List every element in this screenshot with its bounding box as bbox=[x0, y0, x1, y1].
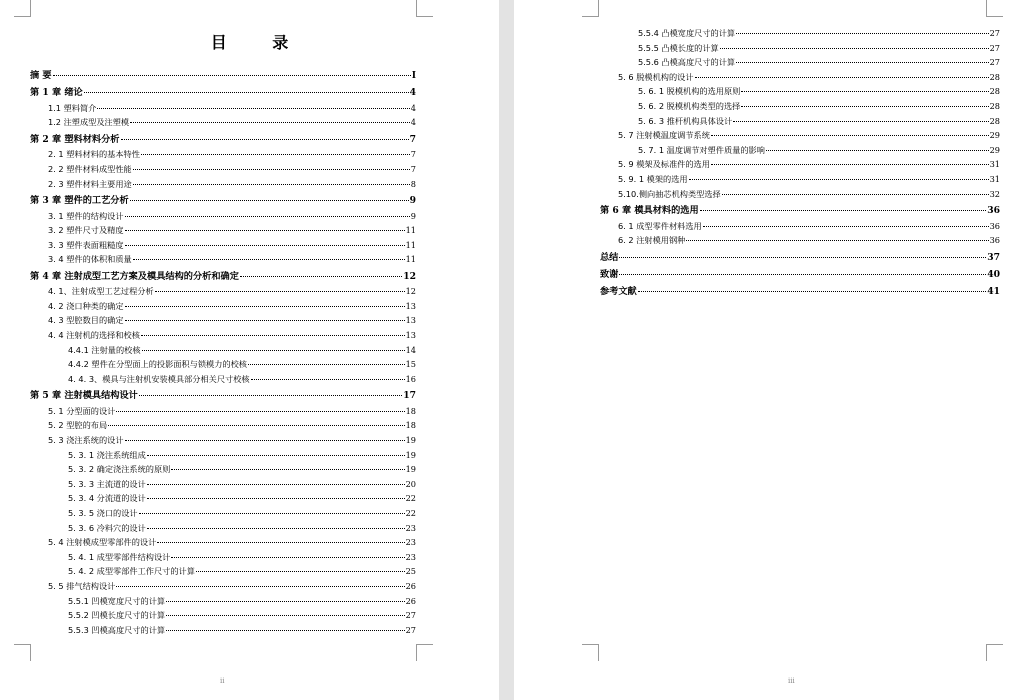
toc-entry[interactable] bbox=[30, 521, 416, 536]
toc-entry-page: 28 bbox=[989, 100, 1000, 111]
toc-entry-page: 7 bbox=[409, 133, 416, 145]
toc-entry[interactable] bbox=[30, 328, 416, 343]
toc-entry-page: 27 bbox=[405, 610, 416, 621]
toc-list-left bbox=[30, 68, 416, 637]
toc-leader-dots bbox=[125, 216, 410, 217]
toc-entry-page: 22 bbox=[405, 508, 416, 518]
toc-entry-text: 2. 1 塑料材料的基本特性 bbox=[48, 149, 140, 160]
toc-entry-text: 致谢 bbox=[600, 269, 619, 281]
toc-leader-dots bbox=[147, 498, 405, 499]
toc-entry-text: 5. 7 注射模温度调节系统 bbox=[618, 130, 710, 141]
toc-leader-dots bbox=[741, 91, 988, 92]
toc-leader-dots bbox=[619, 274, 986, 275]
toc-entry-page: 18 bbox=[405, 420, 416, 431]
page-gutter bbox=[499, 0, 514, 700]
toc-entry-page: 32 bbox=[989, 188, 1000, 199]
toc-entry-page: 20 bbox=[405, 478, 416, 489]
toc-leader-dots bbox=[125, 306, 405, 307]
toc-entry-text: 4. 4 注射机的选择和校核 bbox=[48, 330, 140, 341]
page-number-right: iii bbox=[788, 677, 795, 685]
toc-entry-text: 第 3 章 塑件的工艺分析 bbox=[30, 195, 129, 207]
toc-entry[interactable] bbox=[30, 132, 416, 147]
toc-entry-page: 12 bbox=[403, 270, 416, 282]
toc-entry-page: 13 bbox=[405, 315, 416, 326]
toc-entry-text: 5. 4. 2 成型零部件工作尺寸的计算 bbox=[68, 566, 195, 577]
toc-entry-page: 7 bbox=[410, 163, 416, 174]
toc-entry-text: 5. 4 注射模成型零部件的设计 bbox=[48, 537, 157, 548]
toc-entry-text: 2. 3 塑件材料主要用途 bbox=[48, 178, 132, 189]
toc-entry-page: 18 bbox=[405, 405, 416, 416]
toc-leader-dots bbox=[147, 484, 405, 485]
toc-entry-text: 第 6 章 模具材料的选用 bbox=[600, 205, 699, 217]
toc-leader-dots bbox=[166, 601, 404, 602]
margin-mark-top-left bbox=[582, 0, 599, 17]
document-page-right bbox=[514, 0, 1021, 700]
margin-mark-bottom-left bbox=[582, 644, 599, 661]
toc-entry[interactable] bbox=[30, 564, 416, 579]
toc-entry[interactable] bbox=[30, 372, 416, 387]
toc-entry-page: 28 bbox=[989, 86, 1000, 97]
toc-entry-text: 总结 bbox=[600, 251, 619, 263]
toc-leader-dots bbox=[147, 528, 405, 529]
toc-entry-page: 11 bbox=[405, 239, 416, 250]
toc-entry-page: 27 bbox=[989, 28, 1000, 38]
page-number-left: ii bbox=[220, 677, 225, 685]
toc-entry-page: 11 bbox=[405, 225, 416, 236]
toc-entry-page: 25 bbox=[405, 566, 416, 577]
toc-entry[interactable] bbox=[600, 187, 1000, 202]
toc-entry[interactable] bbox=[30, 491, 416, 506]
toc-entry[interactable] bbox=[30, 177, 416, 192]
toc-leader-dots bbox=[722, 194, 989, 195]
toc-entry[interactable] bbox=[30, 535, 416, 550]
toc-entry-text: 5. 5 排气结构设计 bbox=[48, 580, 116, 591]
toc-entry[interactable] bbox=[30, 162, 416, 177]
toc-entry-text: 5.5.2 凹模长度尺寸的计算 bbox=[68, 610, 166, 621]
toc-entry[interactable] bbox=[600, 128, 1000, 143]
toc-entry-text: 5. 3. 1 浇注系统组成 bbox=[68, 449, 146, 460]
toc-entry[interactable] bbox=[30, 115, 416, 130]
toc-entry-text: 5. 3. 5 浇口的设计 bbox=[68, 508, 138, 518]
toc-entry-page: 29 bbox=[989, 144, 1000, 155]
toc-entry-text: 4. 4. 3、模具与注射机安装模具部分相关尺寸校核 bbox=[68, 373, 250, 384]
toc-entry-text: 5.5.3 凹模高度尺寸的计算 bbox=[68, 624, 166, 635]
toc-entry-page: 40 bbox=[987, 269, 1000, 281]
toc-leader-dots bbox=[166, 615, 404, 616]
toc-leader-dots bbox=[171, 469, 404, 470]
margin-mark-top-right bbox=[986, 0, 1003, 17]
toc-leader-dots bbox=[125, 230, 405, 231]
toc-entry[interactable] bbox=[30, 594, 416, 609]
toc-entry-text: 5. 9 模架及标准件的选用 bbox=[618, 159, 710, 170]
toc-entry[interactable] bbox=[30, 269, 416, 284]
toc-entry[interactable] bbox=[600, 157, 1000, 172]
toc-entry-text: 4.4.2 塑件在分型面上的投影面积与锁模力的校核 bbox=[68, 359, 247, 370]
toc-entry-text: 3. 1 塑件的结构设计 bbox=[48, 210, 124, 221]
toc-entry[interactable] bbox=[600, 143, 1000, 158]
toc-entry[interactable] bbox=[30, 68, 416, 83]
toc-entry-text: 第 4 章 注射成型工艺方案及模具结构的分析和确定 bbox=[30, 270, 239, 282]
toc-entry-page: 7 bbox=[410, 149, 416, 160]
toc-leader-dots bbox=[139, 513, 405, 514]
toc-entry[interactable] bbox=[30, 477, 416, 492]
toc-entry-page: 19 bbox=[405, 464, 416, 475]
toc-entry-text: 5.5.5 凸模长度的计算 bbox=[638, 42, 719, 53]
toc-entry-page: 31 bbox=[989, 173, 1000, 184]
toc-entry-page: 8 bbox=[410, 178, 416, 189]
toc-entry[interactable] bbox=[600, 26, 1000, 41]
toc-entry-text: 5.5.4 凸模宽度尺寸的计算 bbox=[638, 28, 736, 38]
toc-entry-page: 19 bbox=[405, 435, 416, 446]
toc-entry-page: 28 bbox=[989, 115, 1000, 126]
toc-entry-text: 3. 4 塑件的体积和质量 bbox=[48, 254, 132, 265]
toc-entry-text: 5.5.6 凸模高度尺寸的计算 bbox=[638, 57, 736, 68]
toc-entry-text: 参考文献 bbox=[600, 286, 637, 298]
toc-entry-page: 23 bbox=[405, 537, 416, 548]
toc-entry[interactable] bbox=[600, 250, 1000, 265]
toc-entry-page: 29 bbox=[989, 130, 1000, 141]
toc-entry-text: 6. 1 成型零件材料选用 bbox=[618, 220, 702, 231]
toc-leader-dots bbox=[155, 291, 405, 292]
toc-leader-dots bbox=[147, 455, 405, 456]
toc-leader-dots bbox=[84, 92, 409, 93]
toc-leader-dots bbox=[703, 226, 989, 227]
margin-mark-bottom-left bbox=[14, 644, 31, 661]
toc-entry-text: 5. 4. 1 成型零部件结构设计 bbox=[68, 551, 171, 562]
toc-leader-dots bbox=[133, 169, 410, 170]
toc-entry-text: 1.2 注塑成型及注塑模 bbox=[48, 117, 130, 128]
toc-entry[interactable] bbox=[30, 209, 416, 224]
toc-entry-page: 12 bbox=[405, 286, 416, 297]
toc-entry-text: 第 5 章 注射模具结构设计 bbox=[30, 390, 138, 402]
toc-leader-dots bbox=[733, 121, 988, 122]
toc-entry[interactable] bbox=[30, 284, 416, 299]
toc-entry-text: 1.1 塑料简介 bbox=[48, 102, 97, 113]
toc-leader-dots bbox=[108, 425, 404, 426]
toc-entry[interactable] bbox=[30, 299, 416, 314]
toc-entry-text: 4. 2 浇口种类的确定 bbox=[48, 300, 124, 311]
toc-entry-page: 41 bbox=[987, 286, 1000, 298]
toc-entry[interactable] bbox=[30, 85, 416, 100]
toc-entry-page: 14 bbox=[405, 344, 416, 355]
toc-leader-dots bbox=[619, 257, 986, 258]
toc-entry[interactable] bbox=[30, 357, 416, 372]
toc-entry-page: 4 bbox=[410, 102, 416, 113]
toc-leader-dots bbox=[736, 62, 988, 63]
toc-entry[interactable] bbox=[600, 55, 1000, 70]
margin-mark-bottom-right bbox=[416, 644, 433, 661]
toc-entry-text: 5. 6. 2 脱模机构类型的选择 bbox=[638, 100, 741, 111]
margin-mark-top-right bbox=[416, 0, 433, 17]
toc-leader-dots bbox=[121, 139, 409, 140]
toc-list-right bbox=[600, 26, 1000, 300]
toc-entry-text: 5. 3 浇注系统的设计 bbox=[48, 435, 124, 446]
toc-leader-dots bbox=[700, 210, 987, 211]
toc-entry[interactable] bbox=[30, 608, 416, 623]
toc-entry-page: 28 bbox=[989, 71, 1000, 82]
toc-entry[interactable] bbox=[30, 252, 416, 267]
toc-entry-page: 4 bbox=[410, 117, 416, 128]
toc-leader-dots bbox=[711, 135, 989, 136]
toc-entry[interactable] bbox=[30, 550, 416, 565]
toc-entry-page: 9 bbox=[409, 195, 416, 207]
toc-leader-dots bbox=[125, 245, 405, 246]
margin-mark-bottom-right bbox=[986, 644, 1003, 661]
toc-entry[interactable] bbox=[600, 172, 1000, 187]
toc-entry-page: 26 bbox=[405, 580, 416, 591]
toc-entry-page: 13 bbox=[405, 300, 416, 311]
toc-entry[interactable] bbox=[30, 193, 416, 208]
toc-entry-page: 27 bbox=[989, 42, 1000, 53]
toc-leader-dots bbox=[53, 75, 411, 76]
toc-entry-text: 5.5.1 凹模宽度尺寸的计算 bbox=[68, 595, 166, 606]
toc-entry-text: 摘 要 bbox=[30, 70, 52, 81]
toc-entry-text: 4.4.1 注射量的校核 bbox=[68, 344, 141, 355]
toc-leader-dots bbox=[711, 164, 989, 165]
toc-leader-dots bbox=[116, 411, 404, 412]
toc-entry[interactable] bbox=[600, 84, 1000, 99]
toc-title: 目 录 bbox=[210, 33, 309, 52]
toc-entry[interactable] bbox=[30, 506, 416, 521]
toc-entry-page: 16 bbox=[405, 373, 416, 384]
toc-entry-text: 5. 3. 4 分流道的设计 bbox=[68, 493, 146, 504]
toc-entry-text: 5. 3. 2 确定浇注系统的原则 bbox=[68, 464, 171, 475]
toc-leader-dots bbox=[240, 276, 402, 277]
toc-leader-dots bbox=[720, 48, 989, 49]
toc-leader-dots bbox=[125, 320, 405, 321]
toc-entry-text: 5.10.侧向抽芯机构类型选择 bbox=[618, 188, 721, 199]
toc-leader-dots bbox=[141, 335, 405, 336]
toc-entry[interactable] bbox=[30, 404, 416, 419]
toc-entry-page: 23 bbox=[405, 522, 416, 533]
document-page-left bbox=[0, 0, 499, 700]
toc-leader-dots bbox=[736, 33, 988, 34]
toc-leader-dots bbox=[689, 179, 989, 180]
toc-entry[interactable] bbox=[30, 433, 416, 448]
toc-entry-page: 31 bbox=[989, 159, 1000, 170]
toc-entry-text: 5. 2 型腔的布局 bbox=[48, 420, 108, 431]
toc-leader-dots bbox=[141, 154, 410, 155]
toc-entry[interactable] bbox=[30, 462, 416, 477]
toc-entry-page: 36 bbox=[987, 205, 1000, 217]
toc-entry-page: 11 bbox=[405, 254, 416, 265]
toc-entry-text: 4. 1、注射成型工艺过程分析 bbox=[48, 286, 154, 297]
toc-entry[interactable] bbox=[30, 418, 416, 433]
toc-leader-dots bbox=[686, 240, 988, 241]
toc-entry[interactable] bbox=[30, 223, 416, 238]
toc-leader-dots bbox=[171, 557, 404, 558]
toc-entry[interactable] bbox=[600, 267, 1000, 282]
toc-entry-text: 2. 2 塑件材料成型性能 bbox=[48, 163, 132, 174]
toc-leader-dots bbox=[133, 184, 410, 185]
toc-leader-dots bbox=[116, 586, 404, 587]
toc-entry[interactable] bbox=[600, 233, 1000, 248]
toc-entry[interactable] bbox=[600, 70, 1000, 85]
toc-entry[interactable] bbox=[600, 219, 1000, 234]
toc-entry-page: 37 bbox=[987, 251, 1000, 263]
toc-leader-dots bbox=[157, 542, 404, 543]
toc-entry-page: 26 bbox=[405, 595, 416, 606]
toc-entry[interactable] bbox=[600, 203, 1000, 218]
toc-entry-text: 第 2 章 塑料材料分析 bbox=[30, 133, 120, 145]
toc-entry-page: 27 bbox=[405, 624, 416, 635]
toc-leader-dots bbox=[97, 108, 409, 109]
toc-entry[interactable] bbox=[30, 313, 416, 328]
toc-entry-page: 23 bbox=[405, 551, 416, 562]
toc-entry-text: 5. 7. 1 温度调节对塑件质量的影响 bbox=[638, 144, 765, 155]
toc-entry-text: 第 1 章 绪论 bbox=[30, 87, 83, 99]
toc-entry[interactable] bbox=[600, 284, 1000, 299]
toc-entry-text: 5. 6 脱模机构的设计 bbox=[618, 71, 694, 82]
toc-entry-page: 13 bbox=[405, 330, 416, 341]
toc-entry[interactable] bbox=[30, 238, 416, 253]
toc-leader-dots bbox=[142, 350, 405, 351]
toc-leader-dots bbox=[248, 364, 405, 365]
toc-leader-dots bbox=[695, 77, 989, 78]
toc-entry-text: 3. 3 塑件表面粗糙度 bbox=[48, 239, 124, 250]
toc-entry[interactable] bbox=[30, 388, 416, 403]
toc-entry-text: 5. 3. 3 主流道的设计 bbox=[68, 478, 146, 489]
toc-entry[interactable] bbox=[30, 101, 416, 116]
toc-leader-dots bbox=[766, 150, 989, 151]
toc-entry-text: 5. 9. 1 模架的选用 bbox=[618, 173, 688, 184]
toc-leader-dots bbox=[638, 291, 986, 292]
toc-entry-text: 3. 2 塑件尺寸及精度 bbox=[48, 225, 124, 236]
toc-entry[interactable] bbox=[600, 114, 1000, 129]
toc-leader-dots bbox=[130, 200, 409, 201]
toc-leader-dots bbox=[196, 571, 405, 572]
toc-entry[interactable] bbox=[600, 41, 1000, 56]
toc-leader-dots bbox=[166, 630, 404, 631]
toc-entry-text: 5. 6. 1 脱模机构的选用原则 bbox=[638, 86, 741, 97]
toc-leader-dots bbox=[130, 122, 410, 123]
toc-entry[interactable] bbox=[30, 579, 416, 594]
toc-entry-page: 9 bbox=[410, 210, 416, 221]
toc-entry-text: 5. 3. 6 冷料穴的设计 bbox=[68, 522, 146, 533]
toc-entry-page: 22 bbox=[405, 493, 416, 504]
toc-entry-page: 4 bbox=[409, 87, 416, 99]
toc-entry-text: 5. 6. 3 推杆机构具体设计 bbox=[638, 115, 733, 126]
toc-entry-text: 4. 3 型腔数目的确定 bbox=[48, 315, 124, 326]
toc-entry-page: 36 bbox=[989, 220, 1000, 231]
toc-entry-text: 6. 2 注射模用钢种 bbox=[618, 235, 686, 246]
toc-entry-page: 36 bbox=[989, 235, 1000, 246]
toc-entry-page: I bbox=[411, 70, 416, 81]
toc-entry[interactable] bbox=[30, 448, 416, 463]
toc-entry-page: 27 bbox=[989, 57, 1000, 68]
toc-leader-dots bbox=[125, 440, 405, 441]
toc-entry-page: 17 bbox=[403, 390, 416, 402]
toc-leader-dots bbox=[741, 106, 988, 107]
toc-entry[interactable] bbox=[600, 99, 1000, 114]
margin-mark-top-left bbox=[14, 0, 31, 17]
toc-leader-dots bbox=[133, 259, 405, 260]
toc-leader-dots bbox=[139, 395, 402, 396]
toc-entry[interactable] bbox=[30, 147, 416, 162]
toc-entry[interactable] bbox=[30, 343, 416, 358]
toc-entry-page: 15 bbox=[405, 359, 416, 370]
toc-entry-text: 5. 1 分型面的设计 bbox=[48, 405, 116, 416]
toc-entry-page: 19 bbox=[405, 449, 416, 460]
toc-leader-dots bbox=[251, 379, 405, 380]
toc-entry[interactable] bbox=[30, 623, 416, 638]
